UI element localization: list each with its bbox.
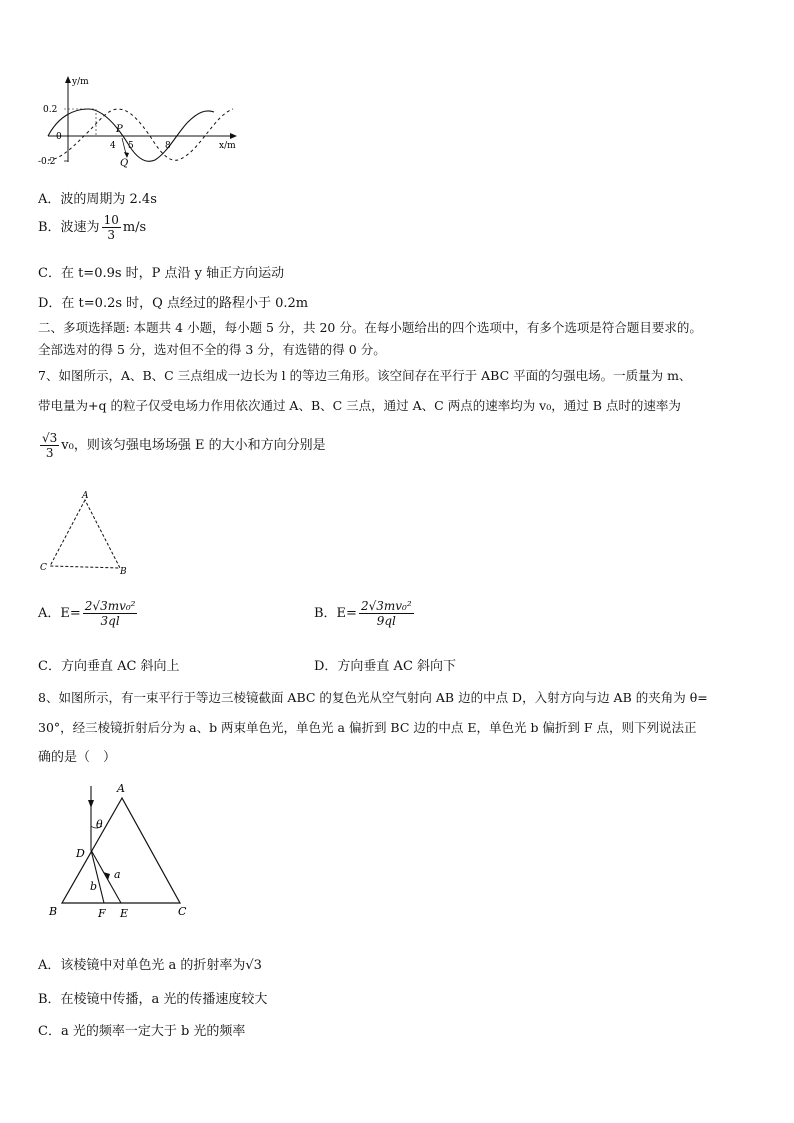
x-tick-label: 5 xyxy=(128,141,134,151)
y-tick-label: 0.2 xyxy=(43,105,58,115)
dashed-wave xyxy=(48,109,233,160)
q6-option-b-suffix: m/s xyxy=(122,220,147,235)
speed-fraction: $\frac{√3}{3}$ xyxy=(42,431,58,460)
vertex-label-a: A xyxy=(82,491,89,501)
point-label-q: Q xyxy=(120,158,129,169)
q7-line2: 带电量为+q 的粒子仅受电场力作用依次通过 A、B、C 三点，通过 A、C 两点的速率均为 v₀，通过 B 点时的速率为 xyxy=(38,398,681,413)
q6-option-a: A．波的周期为 2.4s xyxy=(38,192,157,207)
y-tick-label: -0.2 xyxy=(38,157,56,167)
section2-line2: 全部选对的得 5 分，选对但不全的得 3 分，有选错的得 0 分。 xyxy=(38,342,386,357)
vertex-label-b: B xyxy=(49,905,58,918)
vertex-label-a: A xyxy=(117,782,125,795)
q8-option-a: A．该棱镜中对单色光 a 的折射率为√3 xyxy=(38,958,262,973)
q7-option-c: C．方向垂直 AC 斜向上 xyxy=(38,659,180,674)
y-axis-arrow xyxy=(65,76,71,83)
ray-label-b: b xyxy=(90,880,98,893)
ray-b xyxy=(91,850,104,903)
ray-label-a: a xyxy=(114,868,121,881)
q7-option-a: A．E= $\frac{\text{2√3mv₀²}}{3ql}$ xyxy=(38,599,136,628)
vertex-label-b: B xyxy=(120,567,127,577)
q6-option-d: D．在 t=0.2s 时，Q 点经过的路程小于 0.2m xyxy=(38,296,309,311)
wave-graph xyxy=(38,72,248,172)
vertex-label-c: C xyxy=(178,905,187,918)
q7-option-d: D．方向垂直 AC 斜向下 xyxy=(314,659,457,674)
y-tick-label: 0 xyxy=(56,132,62,142)
q8-prism-figure xyxy=(44,778,204,923)
q8-line3: 确的是（ ） xyxy=(38,750,117,765)
y-axis-label: y/m xyxy=(72,77,89,87)
q8-line2: 30°，经三棱镜折射后分为 a、b 两束单色光，单色光 a 偏折到 BC 边的中点 E，单色光 b 偏折到 F 点，则下列说法正 xyxy=(38,720,697,735)
q7-line3-suffix: v₀，则该匀强电场场强 E 的大小和方向分别是 xyxy=(61,438,326,453)
point-label-e: E xyxy=(120,907,129,920)
point-label-p: P xyxy=(116,124,123,135)
solid-wave xyxy=(48,109,214,161)
q7-option-b: B．E= $\frac{\text{2√3mv₀²}}{9ql}$ xyxy=(314,599,412,628)
q8-option-c: C．a 光的频率一定大于 b 光的频率 xyxy=(38,1024,246,1039)
point-label-d: D xyxy=(76,847,85,860)
field-fraction-a: $\frac{\text{2√3mv₀²}}{3ql}$ xyxy=(84,599,136,628)
q7-line3 xyxy=(38,432,326,459)
angle-label-theta: θ xyxy=(96,818,103,831)
point-label-f: F xyxy=(98,907,106,920)
q6-option-b xyxy=(38,214,146,241)
q7-line1: 7、如图所示，A、B、C 三点组成一边长为 l 的等边三角形。该空间存在平行于 ABC 平面的匀强电场。一质量为 m、 xyxy=(38,368,692,383)
field-fraction-b: $\frac{\text{2√3mv₀²}}{9ql}$ xyxy=(360,599,412,628)
x-axis-label: x/m xyxy=(219,141,236,151)
q8-line1: 8、如图所示，有一束平行于等边三棱镜截面 ABC 的复色光从空气射向 AB 边的中点 D，入射方向与边 AB 的夹角为 θ= xyxy=(38,690,708,705)
vertex-label-c: C xyxy=(40,563,47,573)
x-tick-label: 8 xyxy=(165,141,171,151)
q7-triangle-figure xyxy=(36,488,136,580)
section2-line1: 二、多项选择题: 本题共 4 小题，每小题 5 分，共 20 分。在每小题给出的四个选项中，有多个选项是符合题目要求的。 xyxy=(38,320,702,335)
dashed-triangle xyxy=(50,500,120,568)
velocity-fraction: $\frac{10}{3}$ xyxy=(103,213,119,242)
q6-option-c: C．在 t=0.9s 时，P 点沿 y 轴正方向运动 xyxy=(38,266,285,281)
q6-option-b-prefix: B．波速为 xyxy=(38,220,100,235)
x-axis-arrow xyxy=(230,133,237,139)
x-tick-label: 4 xyxy=(110,141,116,151)
q8-option-b: B．在棱镜中传播，a 光的传播速度较大 xyxy=(38,992,268,1007)
